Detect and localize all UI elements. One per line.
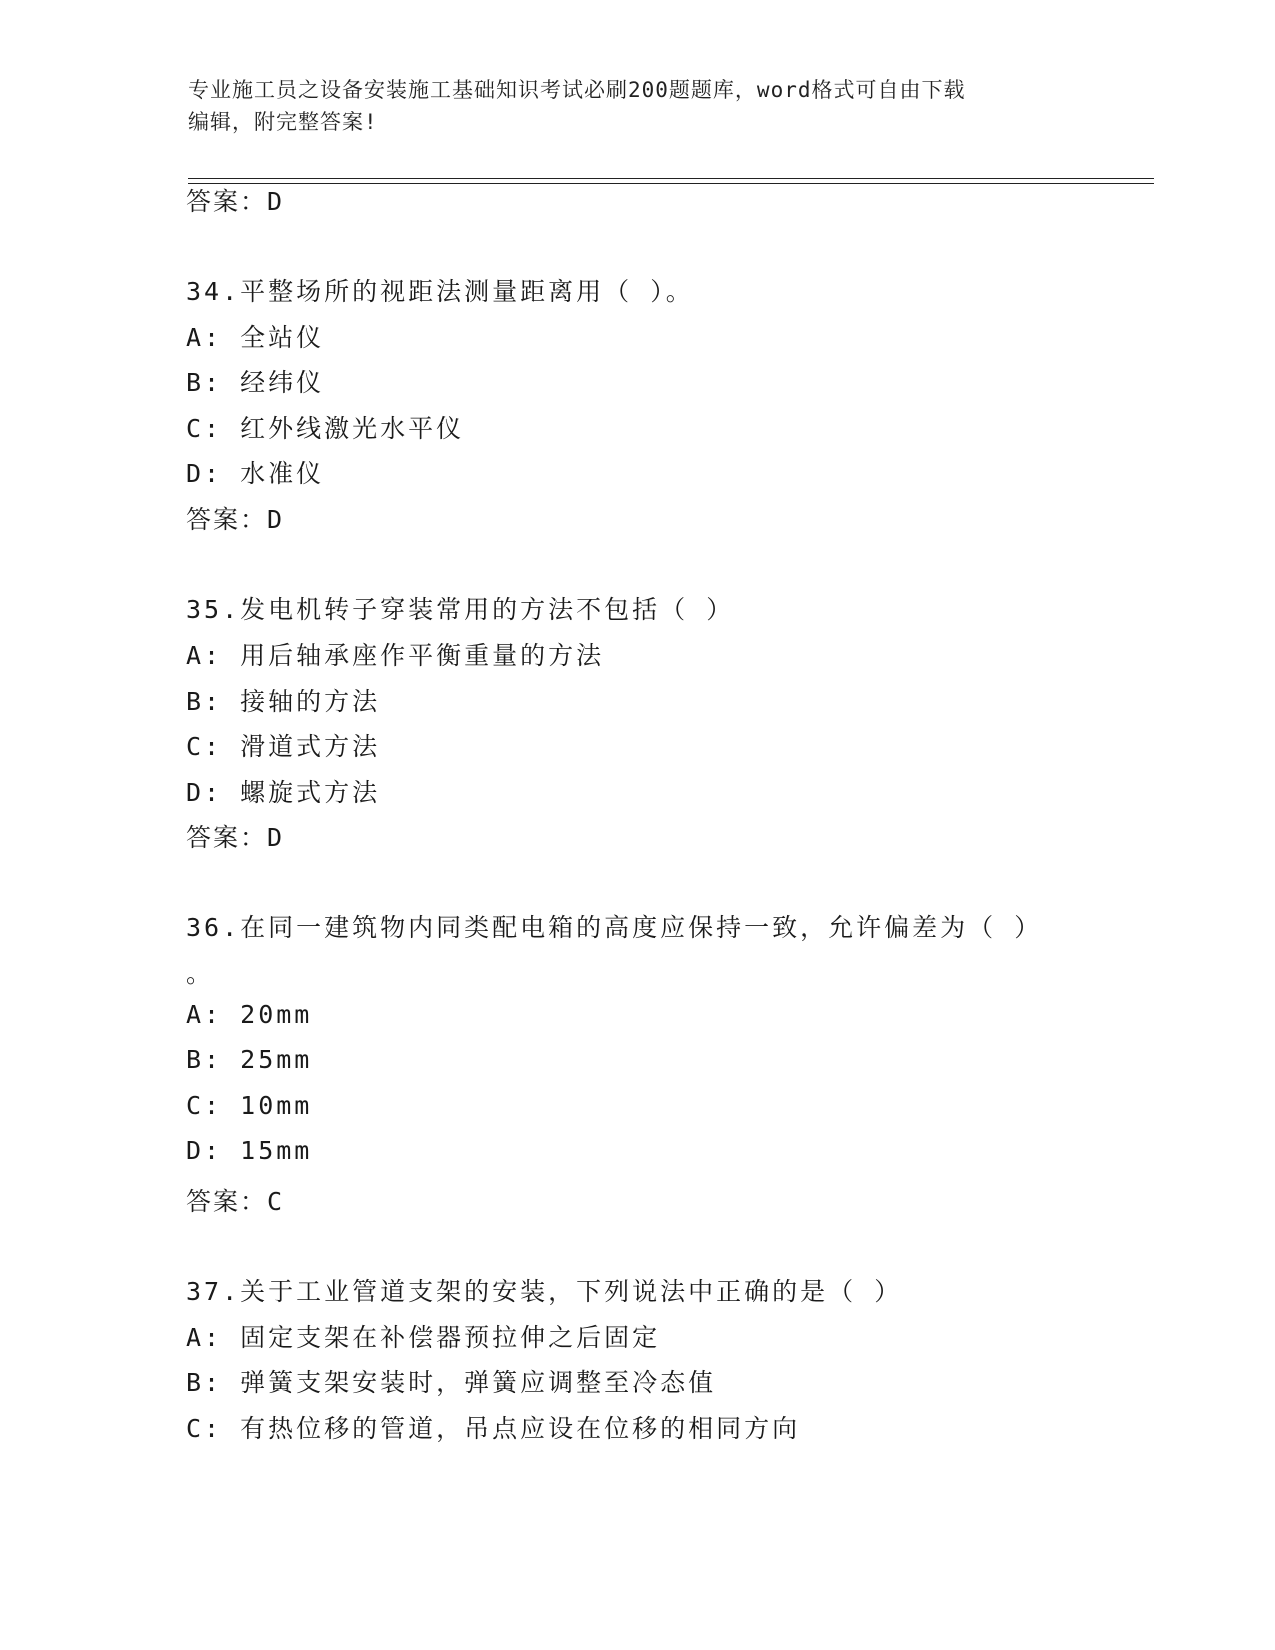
answer-line: 答案：D (186, 505, 285, 534)
option-line: D: 水准仪 (186, 459, 325, 488)
option-line: B: 经纬仪 (186, 368, 325, 397)
header-rule-bottom (188, 183, 1154, 184)
question-text: 。 (186, 959, 215, 988)
option-line: B: 接轴的方法 (186, 687, 381, 716)
header-line-1: 专业施工员之设备安装施工基础知识考试必刷200题题库，word格式可自由下载 (188, 78, 966, 102)
option-line: C: 滑道式方法 (186, 732, 381, 761)
option-line: B: 25mm (186, 1045, 313, 1074)
option-line: C: 10mm (186, 1091, 313, 1120)
header-line-2: 编辑，附完整答案! (188, 110, 378, 134)
question-text: 35.发电机转子穿装常用的方法不包括（ ） (186, 595, 735, 624)
question-text: 37.关于工业管道支架的安装，下列说法中正确的是（ ） (186, 1277, 903, 1306)
question-text: 36.在同一建筑物内同类配电箱的高度应保持一致，允许偏差为（ ） (186, 913, 1043, 942)
option-line: D: 螺旋式方法 (186, 778, 381, 807)
option-line: A: 全站仪 (186, 323, 325, 352)
option-line: C: 红外线激光水平仪 (186, 414, 465, 443)
option-line: A: 20mm (186, 1000, 313, 1029)
answer-line: 答案：C (186, 1187, 285, 1216)
option-line: D: 15mm (186, 1136, 313, 1165)
header-rule-top (188, 178, 1154, 179)
option-line: B: 弹簧支架安装时，弹簧应调整至冷态值 (186, 1368, 717, 1397)
document-header (188, 74, 1088, 138)
option-line: A: 用后轴承座作平衡重量的方法 (186, 641, 605, 670)
answer-line: 答案：D (186, 187, 285, 216)
option-line: C: 有热位移的管道，吊点应设在位移的相同方向 (186, 1414, 801, 1443)
answer-line: 答案：D (186, 823, 285, 852)
question-text: 34.平整场所的视距法测量距离用（ ）。 (186, 277, 694, 306)
option-line: A: 固定支架在补偿器预拉伸之后固定 (186, 1323, 661, 1352)
